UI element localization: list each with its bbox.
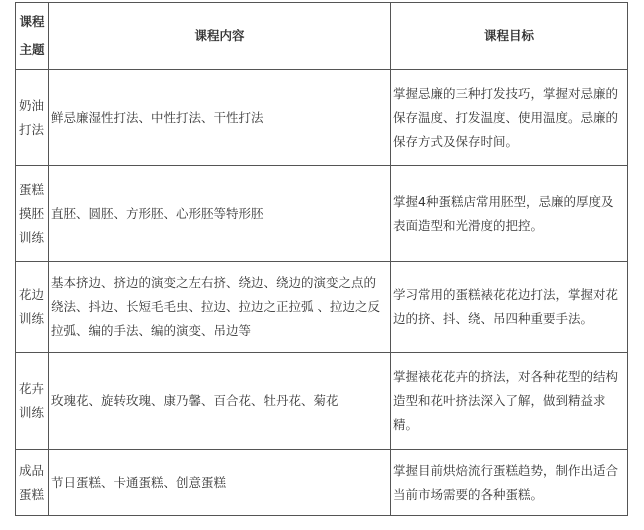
row-goal: 掌握目前烘焙流行蛋糕趋势，制作出适合当前市场需要的各种蛋糕。 xyxy=(391,450,628,516)
table-header-row xyxy=(16,3,628,70)
row-topic: 奶油打法 xyxy=(16,70,49,166)
table-row xyxy=(16,262,628,353)
row-topic: 成品蛋糕 xyxy=(16,450,49,516)
course-table xyxy=(15,2,628,516)
row-content: 玫瑰花、旋转玫瑰、康乃馨、百合花、牡丹花、菊花 xyxy=(49,353,391,450)
row-content: 鲜忌廉湿性打法、中性打法、干性打法 xyxy=(49,70,391,166)
header-content: 课程内容 xyxy=(49,3,391,70)
row-goal: 掌握忌廉的三种打发技巧，掌握对忌廉的保存温度、打发温度、使用温度。忌廉的保存方式及保存时间。 xyxy=(391,70,628,166)
row-topic: 蛋糕摸胚训练 xyxy=(16,166,49,262)
row-content: 节日蛋糕、卡通蛋糕、创意蛋糕 xyxy=(49,450,391,516)
row-goal: 学习常用的蛋糕裱花花边打法，掌握对花边的挤、抖、绕、吊四种重要手法。 xyxy=(391,262,628,353)
row-topic: 花边训练 xyxy=(16,262,49,353)
table-row xyxy=(16,70,628,166)
row-goal: 掌握4种蛋糕店常用胚型，忌廉的厚度及表面造型和光滑度的把控。 xyxy=(391,166,628,262)
row-content: 直胚、圆胚、方形胚、心形胚等特形胚 xyxy=(49,166,391,262)
table-row xyxy=(16,450,628,516)
row-goal: 掌握裱花花卉的挤法，对各种花型的结构造型和花叶挤法深入了解，做到精益求精。 xyxy=(391,353,628,450)
row-content: 基本挤边、挤边的演变之左右挤、绕边、绕边的演变之点的绕法、抖边、长短毛毛虫、拉边、拉边之正拉弧 、拉边之反拉弧、编的手法、编的演变、吊边等 xyxy=(49,262,391,353)
table-row xyxy=(16,166,628,262)
header-topic: 课程主题 xyxy=(16,3,49,70)
header-goal: 课程目标 xyxy=(391,3,628,70)
table-row xyxy=(16,353,628,450)
row-topic: 花卉训练 xyxy=(16,353,49,450)
